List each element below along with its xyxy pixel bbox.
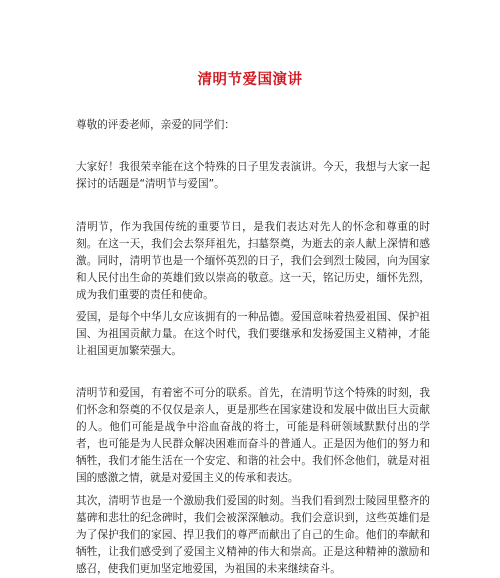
paragraph-qingming: 清明节，作为我国传统的重要节日，是我们表达对先人的怀念和尊重的时刻。在这一天，我们会去祭拜祖先，扫墓祭奠，为逝去的亲人献上深情和感激。同时，清明节也是一个缅怀英烈的日子，我们会到烈士陵园，向为国家和人民付出生命的英雄们致以崇高的敬意。这一天，铭记历史，缅怀先烈，成为我们重要的责任和使命。 [76, 221, 430, 301]
paragraph-opening: 大家好！我很荣幸能在这个特殊的日子里发表演讲。今天，我想与大家一起探讨的话题是“清明节与爱国”。 [76, 161, 430, 190]
paragraph-salutation: 尊敬的评委老师，亲爱的同学们： [76, 119, 235, 131]
paragraph-inspiration: 其次，清明节也是一个激励我们爱国的时刻。当我们看到烈士陵园里整齐的墓碑和悲壮的纪念碑时，我们会被深深触动。我们会意识到，这些英雄们是为了保护我们的家园、捍卫我们的尊严而献出了自己的生命。他们的奉献和牺牲，让我们感受到了爱国主义精神的伟大和崇高。正是这种精神的激励和感召，使我们更加坚定地爱国，为祖国的未来继续奋斗。 [76, 495, 430, 575]
paragraph-patriotism: 爱国，是每个中华儿女应该拥有的一种品德。爱国意味着热爱祖国、保护祖国、为祖国贡献力量。在这个时代，我们要继承和发扬爱国主义精神，才能让祖国更加繁荣强大。 [76, 311, 430, 357]
document-title: 清明节爱国演讲 [197, 72, 303, 88]
paragraph-connection: 清明节和爱国，有着密不可分的联系。首先，在清明节这个特殊的时刻，我们怀念和祭奠的不仅仅是亲人，更是那些在国家建设和发展中做出巨大贡献的人。他们可能是战争中浴血奋战的将士，可能是科研领域默默付出的学者，也可能是为人民群众解决困难而奋斗的普通人。正是因为他们的努力和牺牲，我们才能生活在一个安定、和谐的社会中。我们怀念他们，就是对祖国的感激之情，就是对爱国主义的传承和表达。 [76, 387, 430, 484]
